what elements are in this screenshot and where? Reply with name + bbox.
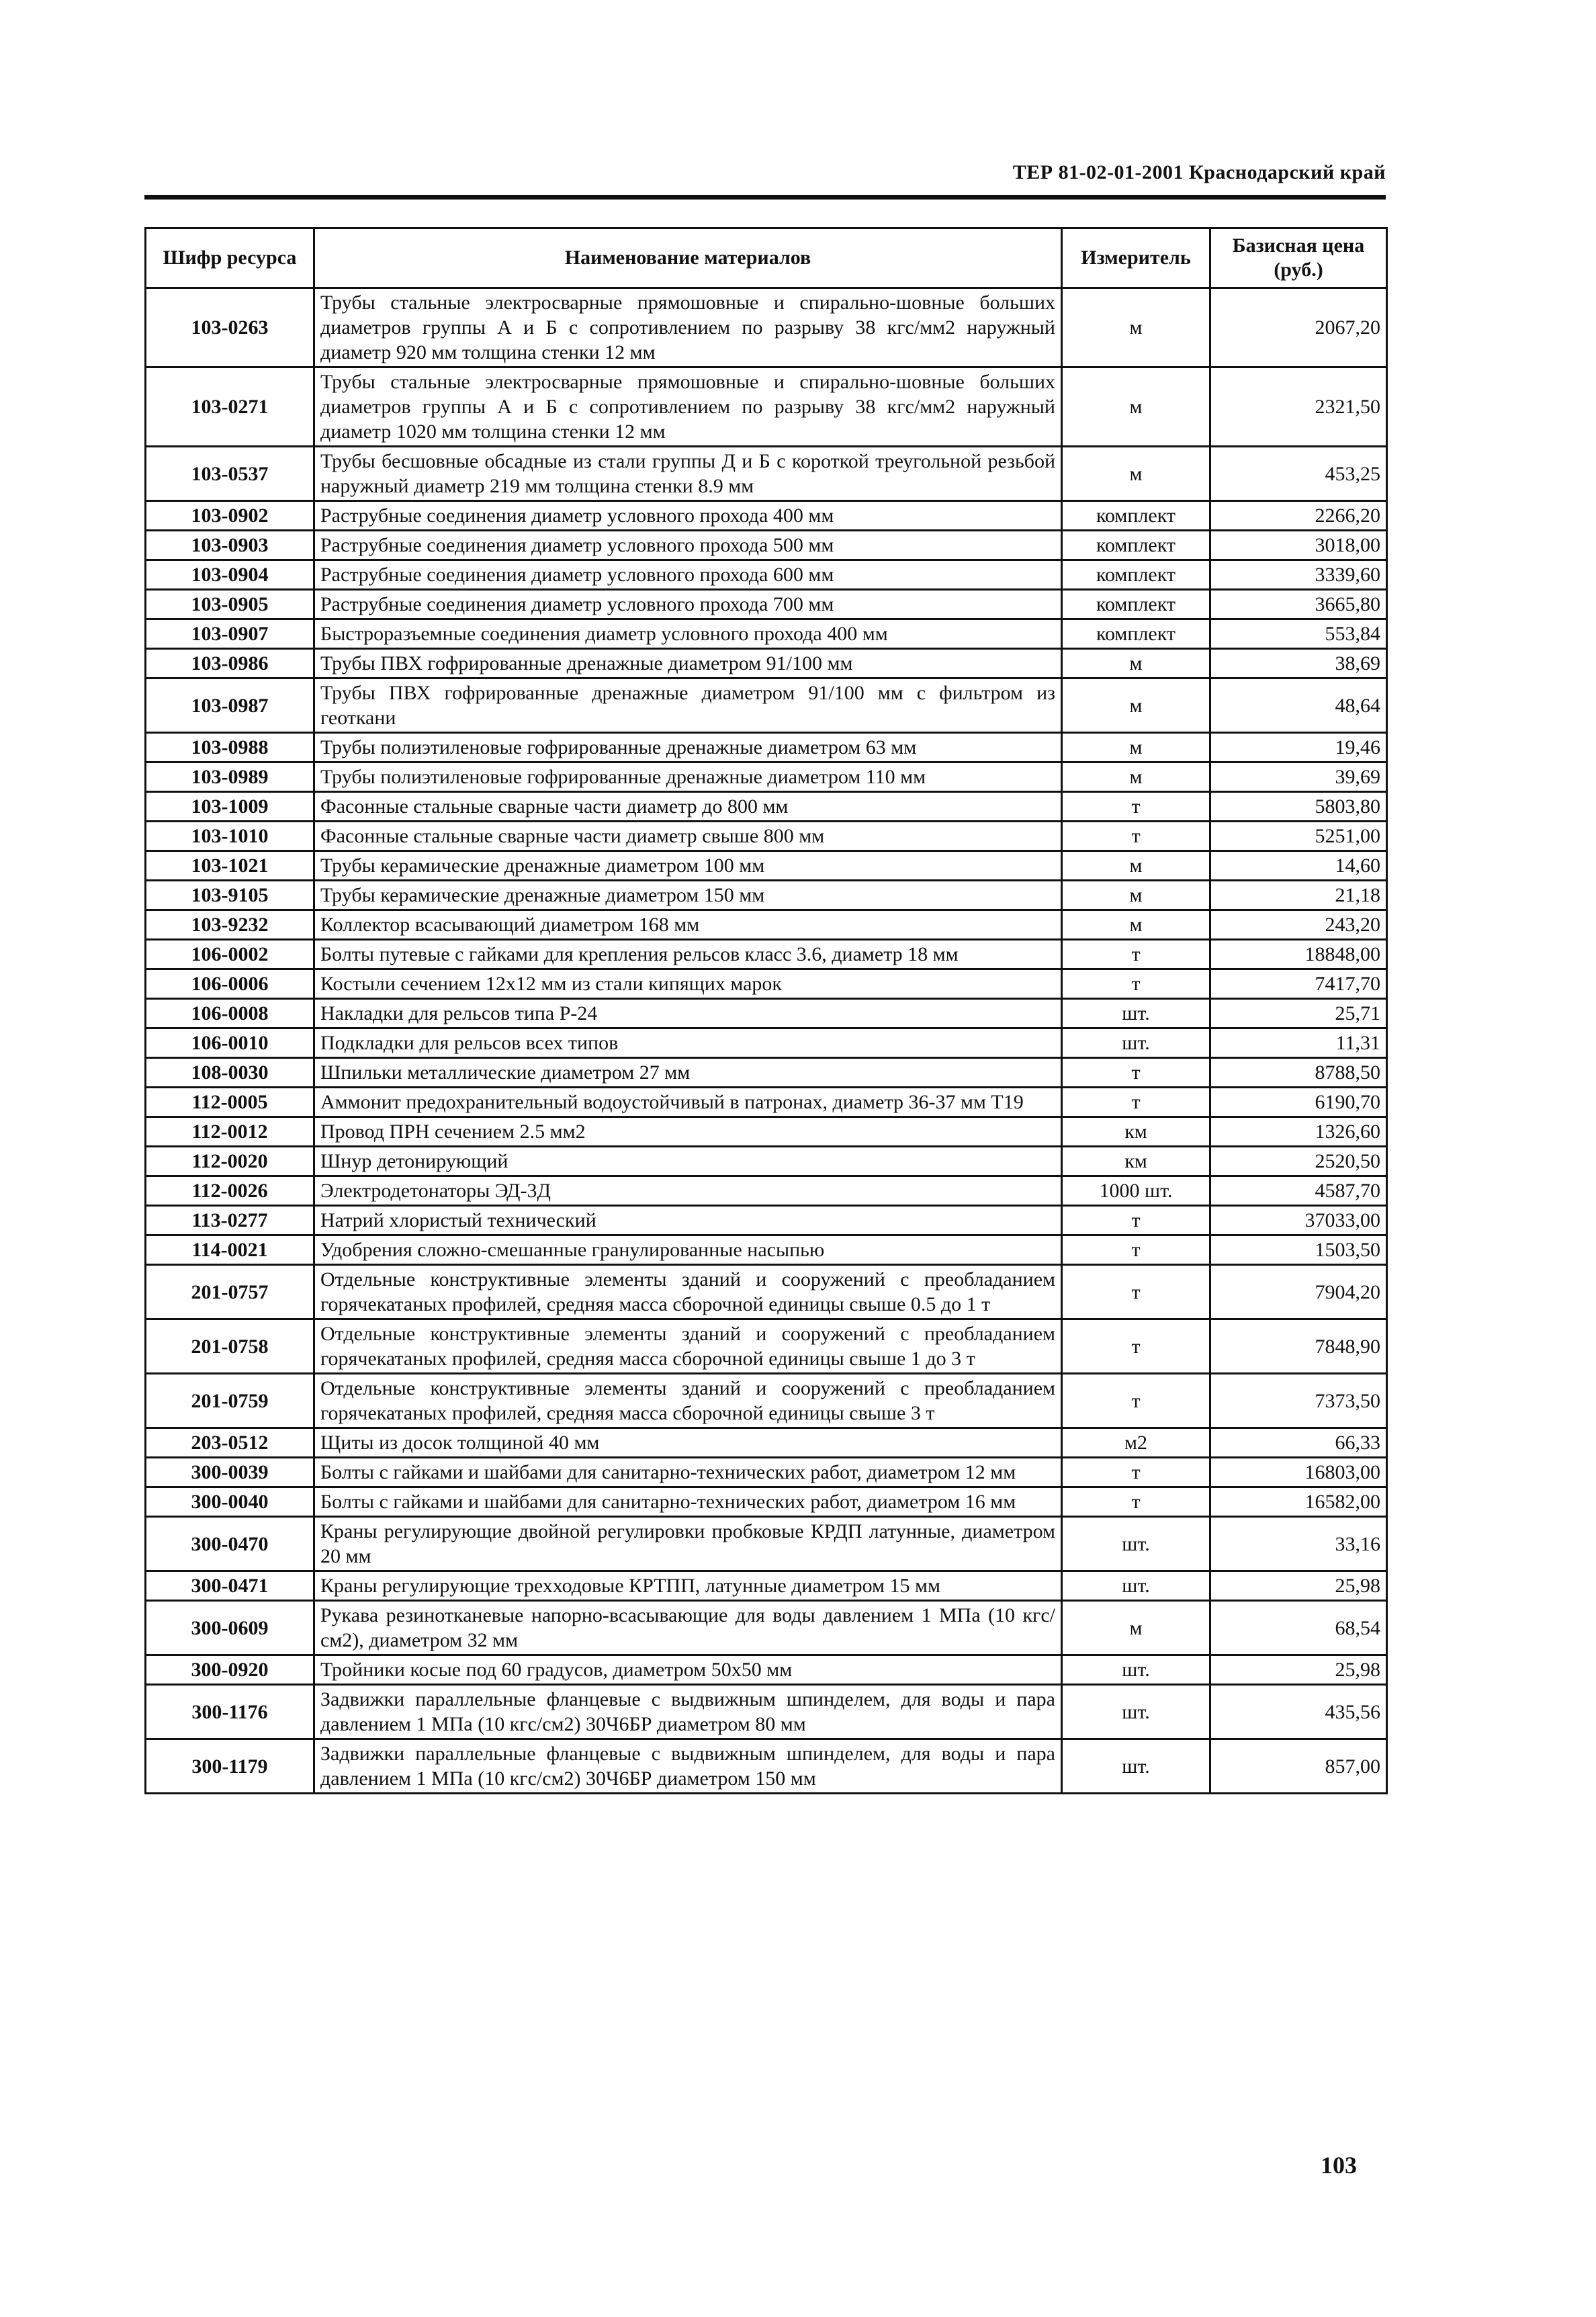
base-price-cell: 7848,90: [1210, 1319, 1387, 1374]
unit-cell: комплект: [1062, 560, 1210, 590]
table-row: [146, 1265, 1387, 1319]
resource-code-cell: 103-0902: [146, 501, 314, 531]
table-row: [146, 1176, 1387, 1206]
material-name-cell: Болты с гайками и шайбами для санитарно-технических работ, диаметром 16 мм: [314, 1487, 1062, 1517]
unit-cell: т: [1062, 940, 1210, 969]
resource-code-cell: 103-0987: [146, 679, 314, 733]
resource-code-cell: 108-0030: [146, 1058, 314, 1088]
table-row: [146, 1029, 1387, 1058]
material-name-cell: Удобрения сложно-смешанные гранулированные насыпью: [314, 1235, 1062, 1265]
base-price-cell: 553,84: [1210, 619, 1387, 649]
base-price-cell: 6190,70: [1210, 1088, 1387, 1117]
table-row: [146, 1117, 1387, 1147]
unit-cell: км: [1062, 1117, 1210, 1147]
base-price-cell: 7904,20: [1210, 1265, 1387, 1319]
material-name-cell: Трубы стальные электросварные прямошовные и спирально-шовные больших диаметров группы А и Б с сопротивлением по разрыву 38 кгс/мм2 наружный диаметр 920 мм толщина стенки 12 мм: [314, 288, 1062, 367]
material-name-cell: Трубы ПВХ гофрированные дренажные диаметром 91/100 мм: [314, 649, 1062, 679]
unit-cell: т: [1062, 822, 1210, 851]
unit-cell: т: [1062, 1265, 1210, 1319]
unit-cell: т: [1062, 969, 1210, 999]
unit-cell: шт.: [1062, 1029, 1210, 1058]
base-price-cell: 68,54: [1210, 1601, 1387, 1655]
resource-code-cell: 201-0757: [146, 1265, 314, 1319]
unit-cell: т: [1062, 1206, 1210, 1235]
table-row: [146, 679, 1387, 733]
material-name-cell: Отдельные конструктивные элементы зданий и сооружений с преобладанием горячекатаных профилей, средняя масса сборочной единицы свыше 3 т: [314, 1374, 1062, 1428]
unit-cell: м: [1062, 288, 1210, 367]
resource-code-cell: 103-1009: [146, 792, 314, 822]
base-price-cell: 3665,80: [1210, 590, 1387, 619]
base-price-cell: 48,64: [1210, 679, 1387, 733]
unit-cell: км: [1062, 1147, 1210, 1176]
material-name-cell: Электродетонаторы ЭД-3Д: [314, 1176, 1062, 1206]
base-price-cell: 25,98: [1210, 1655, 1387, 1685]
resource-code-cell: 103-1010: [146, 822, 314, 851]
table-row: [146, 1058, 1387, 1088]
resource-code-cell: 106-0002: [146, 940, 314, 969]
unit-cell: т: [1062, 1374, 1210, 1428]
table-row: [146, 1088, 1387, 1117]
resource-code-cell: 103-0986: [146, 649, 314, 679]
base-price-cell: 38,69: [1210, 649, 1387, 679]
material-name-cell: Тройники косые под 60 градусов, диаметром 50х50 мм: [314, 1655, 1062, 1685]
material-name-cell: Натрий хлористый технический: [314, 1206, 1062, 1235]
unit-cell: шт.: [1062, 1517, 1210, 1571]
table-row: [146, 1319, 1387, 1374]
unit-cell: комплект: [1062, 590, 1210, 619]
base-price-cell: 14,60: [1210, 851, 1387, 881]
resource-code-cell: 300-0039: [146, 1458, 314, 1487]
unit-cell: комплект: [1062, 501, 1210, 531]
material-name-cell: Болты с гайками и шайбами для санитарно-технических работ, диаметром 12 мм: [314, 1458, 1062, 1487]
column-header-price: Базисная цена (руб.): [1210, 228, 1387, 288]
material-name-cell: Задвижки параллельные фланцевые с выдвижным шпинделем, для воды и пара давлением 1 МПа (10 кгс/см2) 30Ч6БР диаметром 150 мм: [314, 1739, 1062, 1794]
material-name-cell: Фасонные стальные сварные части диаметр до 800 мм: [314, 792, 1062, 822]
page-number: 103: [1321, 2152, 1357, 2179]
table-row: [146, 1601, 1387, 1655]
material-name-cell: Трубы керамические дренажные диаметром 100 мм: [314, 851, 1062, 881]
table-row: [146, 1428, 1387, 1458]
base-price-cell: 2067,20: [1210, 288, 1387, 367]
unit-cell: м2: [1062, 1428, 1210, 1458]
table-row: [146, 560, 1387, 590]
unit-cell: т: [1062, 1088, 1210, 1117]
material-name-cell: Накладки для рельсов типа Р-24: [314, 999, 1062, 1029]
resource-code-cell: 103-1021: [146, 851, 314, 881]
base-price-cell: 33,16: [1210, 1517, 1387, 1571]
base-price-cell: 1503,50: [1210, 1235, 1387, 1265]
table-row: [146, 619, 1387, 649]
base-price-cell: 5251,00: [1210, 822, 1387, 851]
table-row: [146, 288, 1387, 367]
base-price-cell: 2321,50: [1210, 367, 1387, 447]
resource-code-cell: 106-0010: [146, 1029, 314, 1058]
resource-code-cell: 103-0989: [146, 762, 314, 792]
base-price-cell: 857,00: [1210, 1739, 1387, 1794]
table-row: [146, 1374, 1387, 1428]
resource-code-cell: 300-1179: [146, 1739, 314, 1794]
table-row: [146, 881, 1387, 910]
unit-cell: комплект: [1062, 619, 1210, 649]
header-rule: [144, 195, 1386, 200]
resource-code-cell: 112-0026: [146, 1176, 314, 1206]
resource-code-cell: 103-0263: [146, 288, 314, 367]
base-price-cell: 2266,20: [1210, 501, 1387, 531]
material-name-cell: Костыли сечением 12х12 мм из стали кипящих марок: [314, 969, 1062, 999]
resource-code-cell: 103-0988: [146, 733, 314, 762]
table-row: [146, 1147, 1387, 1176]
table-row: [146, 822, 1387, 851]
table-row: [146, 1235, 1387, 1265]
unit-cell: шт.: [1062, 999, 1210, 1029]
material-name-cell: Быстроразъемные соединения диаметр условного прохода 400 мм: [314, 619, 1062, 649]
document-header: ТЕР 81-02-01-2001 Краснодарский край: [1012, 161, 1386, 183]
resource-code-cell: 300-0040: [146, 1487, 314, 1517]
resource-code-cell: 106-0006: [146, 969, 314, 999]
resource-code-cell: 114-0021: [146, 1235, 314, 1265]
base-price-cell: 25,71: [1210, 999, 1387, 1029]
base-price-cell: 243,20: [1210, 910, 1387, 940]
material-name-cell: Шнур детонирующий: [314, 1147, 1062, 1176]
material-name-cell: Раструбные соединения диаметр условного прохода 600 мм: [314, 560, 1062, 590]
base-price-cell: 8788,50: [1210, 1058, 1387, 1088]
resource-code-cell: 300-1176: [146, 1685, 314, 1739]
resource-code-cell: 112-0020: [146, 1147, 314, 1176]
unit-cell: шт.: [1062, 1571, 1210, 1601]
material-name-cell: Трубы стальные электросварные прямошовные и спирально-шовные больших диаметров группы А и Б с сопротивлением по разрыву 38 кгс/мм2 наружный диаметр 1020 мм толщина стенки 12 мм: [314, 367, 1062, 447]
base-price-cell: 3018,00: [1210, 531, 1387, 560]
material-name-cell: Шпильки металлические диаметром 27 мм: [314, 1058, 1062, 1088]
base-price-cell: 1326,60: [1210, 1117, 1387, 1147]
resource-code-cell: 103-0537: [146, 447, 314, 501]
unit-cell: м: [1062, 733, 1210, 762]
resource-code-cell: 113-0277: [146, 1206, 314, 1235]
table-row: [146, 792, 1387, 822]
unit-cell: м: [1062, 1601, 1210, 1655]
table-row: [146, 1458, 1387, 1487]
materials-table: [144, 227, 1388, 1794]
table-row: [146, 999, 1387, 1029]
material-name-cell: Трубы бесшовные обсадные из стали группы Д и Б с короткой треугольной резьбой наружный диаметр 219 мм толщина стенки 8.9 мм: [314, 447, 1062, 501]
unit-cell: 1000 шт.: [1062, 1176, 1210, 1206]
unit-cell: м: [1062, 649, 1210, 679]
material-name-cell: Трубы полиэтиленовые гофрированные дренажные диаметром 110 мм: [314, 762, 1062, 792]
resource-code-cell: 103-0903: [146, 531, 314, 560]
base-price-cell: 16582,00: [1210, 1487, 1387, 1517]
material-name-cell: Краны регулирующие двойной регулировки пробковые КРДП латунные, диаметром 20 мм: [314, 1517, 1062, 1571]
table-row: [146, 1487, 1387, 1517]
table-body: [146, 288, 1387, 1794]
material-name-cell: Отдельные конструктивные элементы зданий и сооружений с преобладанием горячекатаных профилей, средняя масса сборочной единицы свыше 0.5 до 1 т: [314, 1265, 1062, 1319]
table-row: [146, 501, 1387, 531]
unit-cell: т: [1062, 1319, 1210, 1374]
table-row: [146, 1685, 1387, 1739]
material-name-cell: Раструбные соединения диаметр условного прохода 400 мм: [314, 501, 1062, 531]
base-price-cell: 435,56: [1210, 1685, 1387, 1739]
base-price-cell: 11,31: [1210, 1029, 1387, 1058]
table-row: [146, 1517, 1387, 1571]
table-row: [146, 969, 1387, 999]
unit-cell: м: [1062, 679, 1210, 733]
resource-code-cell: 300-0471: [146, 1571, 314, 1601]
unit-cell: шт.: [1062, 1685, 1210, 1739]
unit-cell: м: [1062, 447, 1210, 501]
resource-code-cell: 112-0012: [146, 1117, 314, 1147]
unit-cell: т: [1062, 1487, 1210, 1517]
unit-cell: шт.: [1062, 1655, 1210, 1685]
material-name-cell: Раструбные соединения диаметр условного прохода 500 мм: [314, 531, 1062, 560]
table-row: [146, 590, 1387, 619]
table-row: [146, 367, 1387, 447]
base-price-cell: 39,69: [1210, 762, 1387, 792]
base-price-cell: 4587,70: [1210, 1176, 1387, 1206]
resource-code-cell: 103-0905: [146, 590, 314, 619]
resource-code-cell: 103-9232: [146, 910, 314, 940]
resource-code-cell: 103-0904: [146, 560, 314, 590]
material-name-cell: Отдельные конструктивные элементы зданий и сооружений с преобладанием горячекатаных профилей, средняя масса сборочной единицы свыше 1 до 3 т: [314, 1319, 1062, 1374]
table-row: [146, 1739, 1387, 1794]
column-header-code: Шифр ресурса: [146, 228, 314, 288]
unit-cell: м: [1062, 881, 1210, 910]
material-name-cell: Задвижки параллельные фланцевые с выдвижным шпинделем, для воды и пара давлением 1 МПа (10 кгс/см2) 30Ч6БР диаметром 80 мм: [314, 1685, 1062, 1739]
resource-code-cell: 201-0759: [146, 1374, 314, 1428]
base-price-cell: 18848,00: [1210, 940, 1387, 969]
material-name-cell: Краны регулирующие трехходовые КРТПП, латунные диаметром 15 мм: [314, 1571, 1062, 1601]
material-name-cell: Трубы ПВХ гофрированные дренажные диаметром 91/100 мм с фильтром из геоткани: [314, 679, 1062, 733]
unit-cell: м: [1062, 367, 1210, 447]
resource-code-cell: 106-0008: [146, 999, 314, 1029]
material-name-cell: Раструбные соединения диаметр условного прохода 700 мм: [314, 590, 1062, 619]
resource-code-cell: 103-9105: [146, 881, 314, 910]
table-header-row: [146, 228, 1387, 288]
resource-code-cell: 201-0758: [146, 1319, 314, 1374]
unit-cell: т: [1062, 1458, 1210, 1487]
resource-code-cell: 112-0005: [146, 1088, 314, 1117]
base-price-cell: 2520,50: [1210, 1147, 1387, 1176]
table-row: [146, 910, 1387, 940]
material-name-cell: Трубы керамические дренажные диаметром 150 мм: [314, 881, 1062, 910]
table-row: [146, 851, 1387, 881]
unit-cell: м: [1062, 851, 1210, 881]
material-name-cell: Болты путевые с гайками для крепления рельсов класс 3.6, диаметр 18 мм: [314, 940, 1062, 969]
unit-cell: шт.: [1062, 1739, 1210, 1794]
unit-cell: м: [1062, 762, 1210, 792]
base-price-cell: 7373,50: [1210, 1374, 1387, 1428]
material-name-cell: Щиты из досок толщиной 40 мм: [314, 1428, 1062, 1458]
base-price-cell: 19,46: [1210, 733, 1387, 762]
unit-cell: м: [1062, 910, 1210, 940]
unit-cell: т: [1062, 1058, 1210, 1088]
table-row: [146, 733, 1387, 762]
material-name-cell: Провод ПРН сечением 2.5 мм2: [314, 1117, 1062, 1147]
table-row: [146, 447, 1387, 501]
base-price-cell: 7417,70: [1210, 969, 1387, 999]
table-row: [146, 940, 1387, 969]
unit-cell: комплект: [1062, 531, 1210, 560]
resource-code-cell: 300-0920: [146, 1655, 314, 1685]
base-price-cell: 16803,00: [1210, 1458, 1387, 1487]
material-name-cell: Коллектор всасывающий диаметром 168 мм: [314, 910, 1062, 940]
column-header-name: Наименование материалов: [314, 228, 1062, 288]
resource-code-cell: 103-0271: [146, 367, 314, 447]
base-price-cell: 5803,80: [1210, 792, 1387, 822]
table-row: [146, 762, 1387, 792]
table-row: [146, 649, 1387, 679]
base-price-cell: 3339,60: [1210, 560, 1387, 590]
resource-code-cell: 203-0512: [146, 1428, 314, 1458]
unit-cell: т: [1062, 792, 1210, 822]
base-price-cell: 66,33: [1210, 1428, 1387, 1458]
unit-cell: т: [1062, 1235, 1210, 1265]
table-row: [146, 1571, 1387, 1601]
table-row: [146, 1655, 1387, 1685]
material-name-cell: Фасонные стальные сварные части диаметр свыше 800 мм: [314, 822, 1062, 851]
column-header-unit: Измеритель: [1062, 228, 1210, 288]
material-name-cell: Рукава резинотканевые напорно-всасывающие для воды давлением 1 МПа (10 кгс/см2), диаметром 32 мм: [314, 1601, 1062, 1655]
resource-code-cell: 300-0609: [146, 1601, 314, 1655]
base-price-cell: 25,98: [1210, 1571, 1387, 1601]
resource-code-cell: 300-0470: [146, 1517, 314, 1571]
table-row: [146, 531, 1387, 560]
base-price-cell: 21,18: [1210, 881, 1387, 910]
material-name-cell: Подкладки для рельсов всех типов: [314, 1029, 1062, 1058]
base-price-cell: 37033,00: [1210, 1206, 1387, 1235]
resource-code-cell: 103-0907: [146, 619, 314, 649]
table-row: [146, 1206, 1387, 1235]
material-name-cell: Трубы полиэтиленовые гофрированные дренажные диаметром 63 мм: [314, 733, 1062, 762]
material-name-cell: Аммонит предохранительный водоустойчивый в патронах, диаметр 36-37 мм Т19: [314, 1088, 1062, 1117]
base-price-cell: 453,25: [1210, 447, 1387, 501]
